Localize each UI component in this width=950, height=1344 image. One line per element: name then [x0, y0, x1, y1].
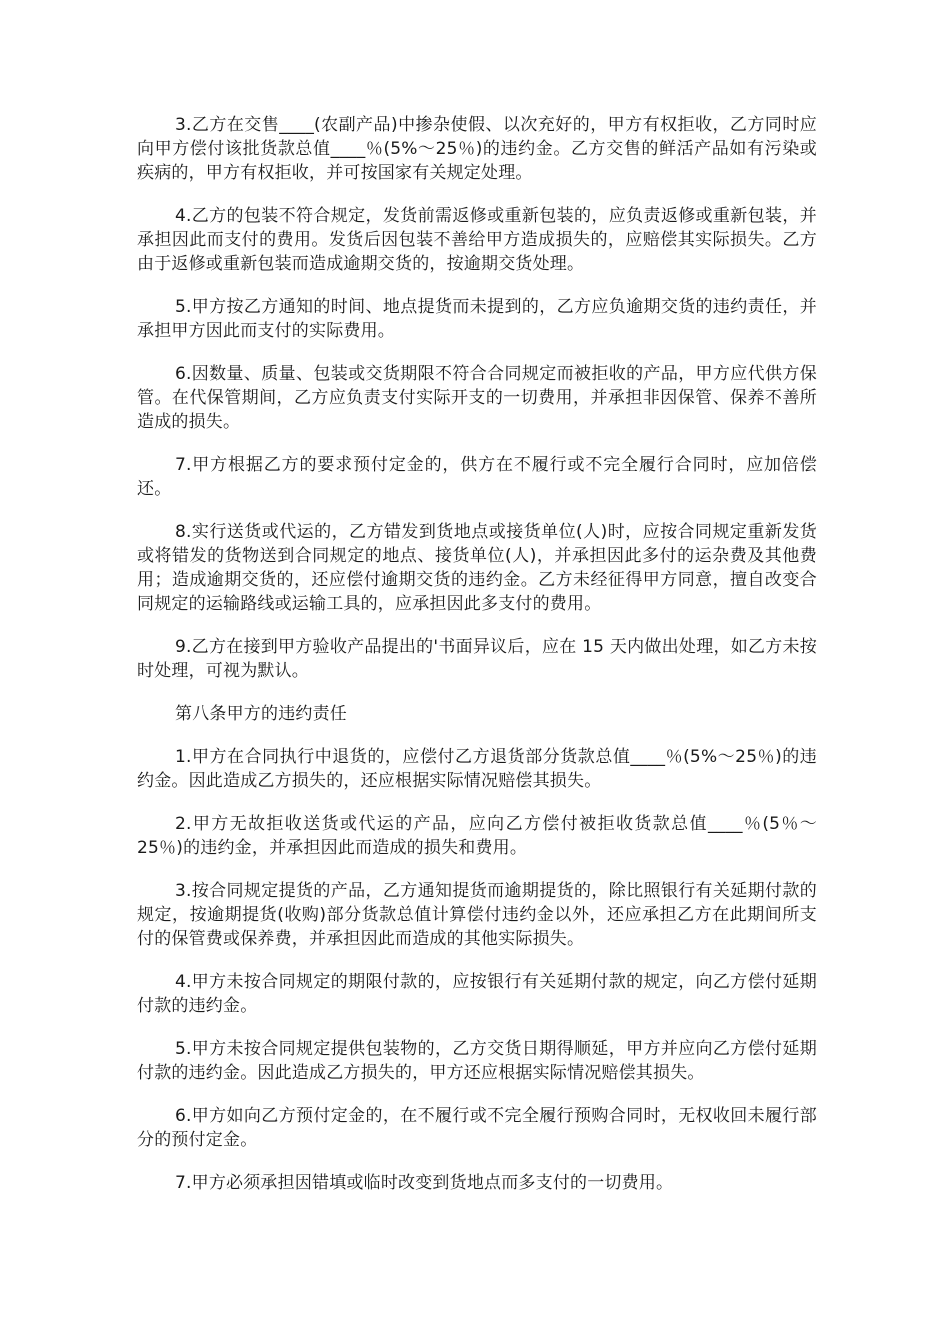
clause-7-7: 7.甲方根据乙方的要求预付定金的，供方在不履行或不完全履行合同时，应加倍偿还。 [137, 455, 817, 499]
clause-7-6: 6.因数量、质量、包装或交货期限不符合合同规定而被拒收的产品，甲方应代供方保管。在代保管期间，乙方应负责支付实际开支的一切费用，并承担非因保管、保养不善所造成的损失。 [137, 364, 817, 432]
clause-7-8: 8.实行送货或代运的，乙方错发到货地点或接货单位(人)时，应按合同规定重新发货或将错发的货物送到合同规定的地点、接货单位(人)，并承担因此多付的运杂费及其他费用；造成逾期交货的，还应偿付逾期交货的违约金。乙方未经征得甲方同意，擅自改变合同规定的运输路线或运输工具的，应承担因此多支付的费用。 [137, 522, 817, 614]
clause-8-3: 3.按合同规定提货的产品，乙方通知提货而逾期提货的，除比照银行有关延期付款的规定，按逾期提货(收购)部分货款总值计算偿付违约金以外，还应承担乙方在此期间所支付的保管费或保养费，并承担因此而造成的其他实际损失。 [137, 881, 817, 949]
clause-8-5: 5.甲方未按合同规定提供包装物的，乙方交货日期得顺延，甲方并应向乙方偿付延期付款的违约金。因此造成乙方损失的，甲方还应根据实际情况赔偿其损失。 [137, 1039, 817, 1083]
clause-8-1: 1.甲方在合同执行中退货的，应偿付乙方退货部分货款总值____％(5%～25％)的违约金。因此造成乙方损失的，还应根据实际情况赔偿其损失。 [137, 747, 817, 791]
clause-7-3: 3.乙方在交售____(农副产品)中掺杂使假、以次充好的，甲方有权拒收，乙方同时应向甲方偿付该批货款总值____％(5%～25％)的违约金。乙方交售的鲜活产品如有污染或疾病的，甲方有权拒收，并可按国家有关规定处理。 [137, 115, 817, 183]
clause-7-9: 9.乙方在接到甲方验收产品提出的'书面异议后，应在 15 天内做出处理，如乙方未按时处理，可视为默认。 [137, 637, 817, 681]
clause-8-2: 2.甲方无故拒收送货或代运的产品，应向乙方偿付被拒收货款总值____％(5％～25％)的违约金，并承担因此而造成的损失和费用。 [137, 814, 817, 858]
section-eight-heading: 第八条甲方的违约责任 [175, 704, 347, 724]
clause-7-5: 5.甲方按乙方通知的时间、地点提货而未提到的，乙方应负逾期交货的违约责任，并承担甲方因此而支付的实际费用。 [137, 297, 817, 341]
clause-8-7: 7.甲方必须承担因错填或临时改变到货地点而多支付的一切费用。 [175, 1173, 674, 1193]
clause-7-4: 4.乙方的包装不符合规定，发货前需返修或重新包装的，应负责返修或重新包装，并承担因此而支付的费用。发货后因包装不善给甲方造成损失的，应赔偿其实际损失。乙方由于返修或重新包装而造成逾期交货的，按逾期交货处理。 [137, 206, 817, 274]
clause-8-6: 6.甲方如向乙方预付定金的，在不履行或不完全履行预购合同时，无权收回未履行部分的预付定金。 [137, 1106, 817, 1150]
clause-8-4: 4.甲方未按合同规定的期限付款的，应按银行有关延期付款的规定，向乙方偿付延期付款的违约金。 [137, 972, 817, 1016]
document-page [137, 113, 817, 1214]
